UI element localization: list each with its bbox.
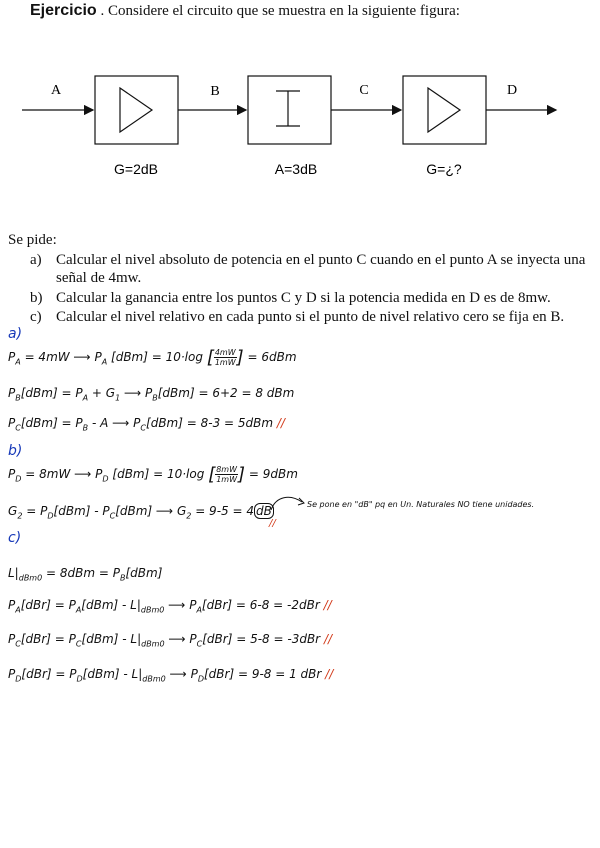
circuit-diagram [0, 60, 600, 190]
math-text: = 4mW ⟶ P [24, 350, 102, 364]
solution-line-a1 [8, 347, 297, 368]
bracket-left: [ [206, 347, 214, 368]
fraction-denominator: 1mW [214, 358, 236, 367]
math-text: = P [26, 504, 48, 518]
math-sub: C [15, 423, 21, 433]
solution-label-a: a) [8, 326, 23, 342]
amplifier-triangle-icon [120, 88, 152, 132]
math-text: ⟶ P [168, 598, 197, 612]
math-text: ⟶ P [168, 632, 197, 646]
math-sub: 1 [115, 393, 121, 403]
asks-title: Se pide: [8, 232, 57, 248]
math-text: [dBm] - L| [81, 632, 142, 646]
math-text: [dBm] = P [20, 416, 83, 430]
ask-text: Calcular el nivel absoluto de potencia en el punto C cuando en el punto A se inyecta una señal de 4mw. [56, 252, 586, 286]
math-sub: B [152, 393, 158, 403]
solution-line-a3 [8, 416, 285, 432]
solution-line-a2 [8, 386, 294, 402]
solution-line-b1 [8, 464, 298, 485]
math-sub: A [82, 393, 89, 403]
ask-text: Calcular el nivel relativo en cada punto si el punto de nivel relativo cero se fija en B. [56, 309, 565, 325]
math-sub: C [140, 423, 147, 433]
math-sub: 2 [186, 511, 192, 521]
solution-line-c1 [8, 566, 162, 582]
math-sub: D [76, 674, 83, 684]
math-result: [dBr] = 5-8 = -3dBr [202, 632, 321, 646]
math-text: [dBm] ⟶ G [115, 504, 187, 518]
exercise-title: Ejercicio [30, 2, 97, 19]
amplifier-triangle-icon [428, 88, 460, 132]
amplifier-block-2 [403, 76, 486, 144]
attenuator-icon [276, 91, 300, 126]
math-text: [dBr] = P [20, 632, 76, 646]
fraction [215, 465, 238, 484]
math-sub: A [75, 605, 82, 615]
solution-line-b2 [8, 504, 274, 520]
ask-label: c) [30, 309, 42, 325]
point-label-b: B [210, 84, 220, 99]
fraction-numerator: 4mW [214, 348, 236, 357]
math-result: [dBr] = 9-8 = 1 dBr [203, 667, 322, 681]
math-text: ⟶ P [123, 386, 153, 400]
math-text: [dBm] = 10·log [111, 350, 203, 364]
math-text: ⟶ P [169, 667, 198, 681]
math-sub: dBm0 [140, 605, 165, 615]
note-arrow-icon [268, 492, 308, 516]
fraction-numerator: 8mW [216, 465, 238, 474]
math-result: [dBm] = 6+2 = 8 dBm [157, 386, 295, 400]
fraction [214, 348, 237, 367]
math-text: P [8, 598, 16, 612]
math-sub: A [196, 605, 202, 615]
math-text: G [8, 504, 18, 518]
block-2-attenuation-label: A=3dB [274, 161, 318, 177]
math-text: P [8, 386, 16, 400]
math-sub: dBm0 [142, 674, 166, 684]
exercise-heading [30, 2, 460, 20]
math-text: [dBm] - P [53, 504, 110, 518]
solution-line-c2 [8, 598, 332, 614]
math-text: [dBm] - L| [81, 598, 141, 612]
point-label-a: A [50, 83, 62, 98]
math-sub: B [82, 423, 89, 433]
math-text: = 8mW ⟶ P [25, 467, 103, 481]
math-sub: C [75, 639, 82, 649]
math-text: P [8, 667, 16, 681]
math-result: [dBr] = 6-8 = -2dBr [201, 598, 320, 612]
check-mark-icon: // [325, 667, 334, 681]
amplifier-block-1 [95, 76, 178, 144]
ask-item-b [30, 289, 586, 307]
check-mark-icon: // [269, 518, 276, 529]
math-text: [dBm] = 10·log [112, 467, 205, 481]
math-text: P [8, 467, 16, 481]
math-text: [dBm] - L| [82, 667, 143, 681]
math-text: P [8, 350, 16, 364]
math-sub: C [196, 639, 203, 649]
math-text: + G [91, 386, 116, 400]
math-sub: A [101, 357, 108, 367]
exercise-statement: . Considere el circuito que se muestra en la siguiente figura: [100, 3, 460, 19]
ask-label: a) [30, 252, 42, 268]
math-text: [dBr] = P [21, 667, 77, 681]
math-sub: B [119, 573, 126, 583]
solution-label-b: b) [8, 443, 23, 459]
math-sub: dBm0 [18, 573, 43, 583]
math-sub: D [15, 474, 22, 484]
check-mark-icon: // [323, 598, 332, 612]
math-sub: D [15, 674, 22, 684]
math-sub: C [15, 639, 21, 649]
bracket-right: ] [236, 347, 244, 368]
fraction-denominator: 1mW [216, 475, 238, 484]
point-label-c: C [359, 83, 369, 98]
solution-line-c3 [8, 632, 332, 648]
math-text: [dBm] [125, 566, 163, 580]
check-mark-icon: // [323, 632, 333, 646]
annotation-note: Se pone en "dB" pq en Un. Naturales NO tiene unidades. [307, 500, 535, 509]
ask-text: Calcular la ganancia entre los puntos C y D si la potencia medida en D es de 8mw. [56, 290, 551, 306]
math-text: P [8, 632, 16, 646]
ask-item-a [30, 251, 586, 287]
bracket-left: [ [208, 464, 216, 485]
block-3-gain-label: G=¿? [426, 161, 462, 177]
math-sub: 2 [17, 511, 23, 521]
math-result: = 9-5 = 4 [195, 504, 254, 518]
bracket-right: ] [238, 464, 246, 485]
point-label-d: D [506, 83, 518, 98]
math-sub: B [15, 393, 21, 403]
math-text: L| [8, 566, 19, 580]
math-result: = 6dBm [247, 350, 297, 364]
ask-label: b) [30, 290, 43, 306]
math-result: [dBm] = 8-3 = 5dBm [146, 416, 274, 430]
circled-unit: dB [255, 504, 272, 518]
attenuator-block [248, 76, 331, 144]
math-sub: D [102, 474, 109, 484]
math-sub: dBm0 [141, 639, 165, 649]
math-sub: D [47, 511, 54, 521]
math-text: P [8, 416, 16, 430]
math-text: [dBr] = P [20, 598, 76, 612]
block-1-gain-label: G=2dB [114, 161, 158, 177]
math-sub: A [15, 605, 21, 615]
math-sub: A [15, 357, 21, 367]
ask-item-c [30, 308, 586, 326]
math-result: = 9dBm [248, 467, 298, 481]
math-text: = 8dBm = P [46, 566, 120, 580]
math-sub: C [109, 511, 116, 521]
math-sub: D [197, 674, 204, 684]
math-text: [dBm] = P [20, 386, 83, 400]
solution-label-c: c) [8, 530, 22, 546]
solution-line-c4 [8, 667, 333, 683]
check-mark-icon: // [276, 416, 285, 430]
math-text: - A ⟶ P [92, 416, 141, 430]
